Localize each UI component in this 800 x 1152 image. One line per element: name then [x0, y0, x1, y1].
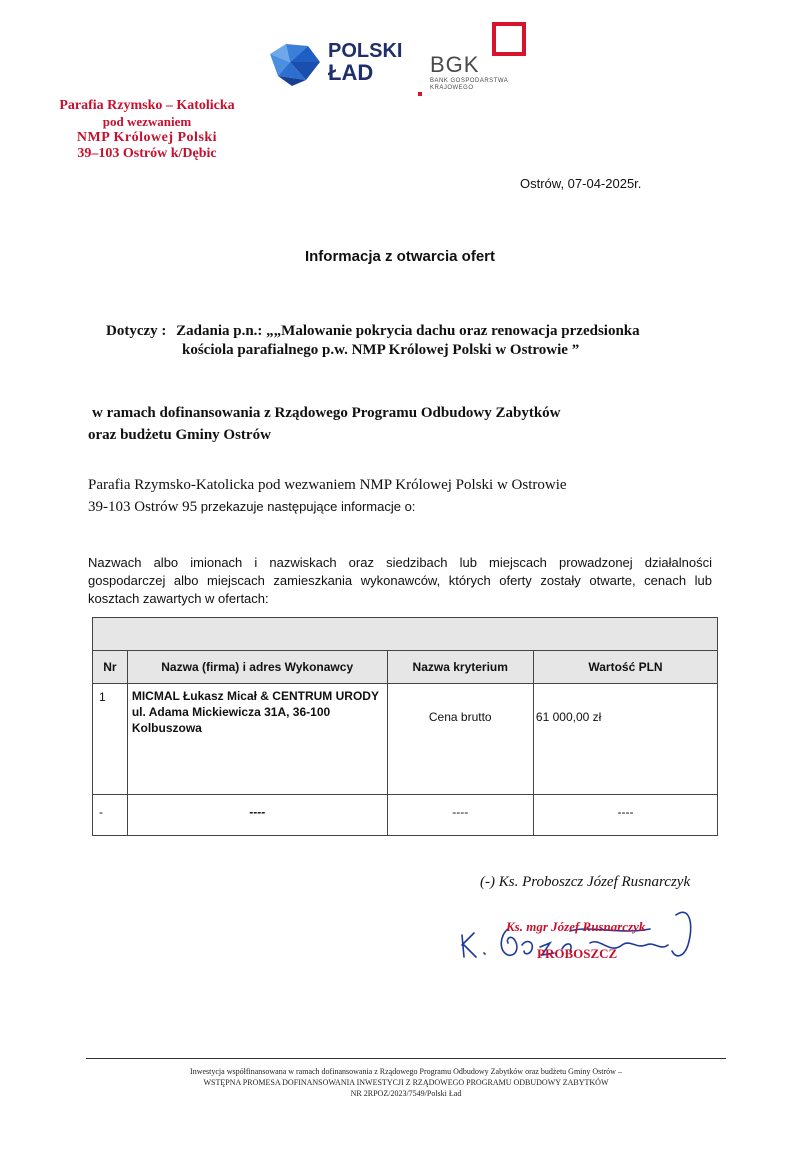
typed-signature: (-) Ks. Proboszcz Józef Rusnarczyk [480, 874, 691, 890]
table-row [93, 795, 718, 836]
polski-lad-line2: ŁAD [328, 60, 374, 85]
handwritten-signature-icon [450, 895, 710, 975]
header-nr: Nr [93, 651, 128, 684]
polski-lad-emblem-icon [268, 40, 324, 88]
signature-stamp-name: Ks. mgr Józef Rusnarczyk [506, 919, 646, 934]
row2-name: ---- [127, 795, 387, 836]
info-paragraph [88, 554, 712, 608]
row2-criterion: ---- [387, 795, 533, 836]
signature-stamp-title: PROBOSZCZ [537, 946, 618, 961]
intro-text: przekazuje następujące informacje o: [197, 499, 416, 514]
bgk-sub2: KRAJOWEGO [430, 85, 474, 91]
footer-line3: NR 2RPOZ/2023/7549/Polski Ład [350, 1089, 462, 1098]
footer-line2: WSTĘPNA PROMESA DOFINANSOWANIA INWESTYCJI Z RZĄDOWEGO PROGRAMU ODBUDOWY ZABYTKÓW [203, 1078, 609, 1087]
stamp-line1: Parafia Rzymsko – Katolicka [59, 98, 235, 113]
bgk-sub1: BANK GOSPODARSTWA [430, 78, 509, 84]
parish-stamp [52, 98, 242, 162]
footer-divider [86, 1058, 726, 1059]
header-criterion: Nazwa kryterium [387, 651, 533, 684]
row1-criterion: Cena brutto [387, 684, 533, 795]
table-top-band [93, 618, 718, 651]
bgk-name: BGK [430, 52, 480, 77]
footer-line1: Inwestycja współfinansowana w ramach dofinansowania z Rządowego Programu Odbudowy Zabytków oraz budżetu Gminy Ostrów – [190, 1067, 622, 1076]
subject-label: Dotyczy : [106, 323, 167, 339]
bgk-square-icon [492, 22, 526, 56]
row1-value: 61 000,00 zł [533, 684, 717, 795]
paragraph-line3: kosztach zawartych w ofertach: [88, 591, 269, 606]
table-header-row [93, 651, 718, 684]
offers-table [92, 617, 718, 836]
date-line: Ostrów, 07-04-2025r. [520, 176, 642, 191]
intro-line2 [88, 499, 415, 516]
row2-nr: - [93, 795, 128, 836]
stamp-line3: NMP Królowej Polski [76, 130, 218, 145]
header-name: Nazwa (firma) i adres Wykonawcy [127, 651, 387, 684]
subject-line2: kościola parafialnego p.w. NMP Królowej Polski w Ostrowie ” [182, 342, 580, 358]
paragraph-line1: Nazwach albo imionach i nazwiskach oraz siedzibach lub miejscach prowadzonej działalności [88, 555, 712, 570]
intro-address: 39-103 Ostrów 95 [88, 499, 198, 515]
row2-value: ---- [533, 795, 717, 836]
bgk-dot-icon [418, 92, 422, 96]
table-row [93, 684, 718, 795]
header-value: Wartość PLN [533, 651, 717, 684]
program-line1: w ramach dofinansowania z Rządowego Programu Odbudowy Zabytków [92, 405, 561, 421]
subject-block [106, 320, 640, 342]
subject-line1: Zadania p.n.: „„Malowanie pokrycia dachu oraz renowacja przedsionka [176, 323, 640, 339]
paragraph-line2: gospodarczej albo miejscach zamieszkania wykonawców, których oferty zostały otwarte, cenach lub [88, 573, 712, 588]
polski-lad-line1: POLSKI [328, 40, 403, 62]
footer [86, 1066, 726, 1099]
stamp-line4: 39–103 Ostrów k/Dębic [77, 146, 217, 161]
intro-line1: Parafia Rzymsko-Katolicka pod wezwaniem NMP Królowej Polski w Ostrowie [88, 477, 567, 493]
row1-name: MICMAL Łukasz Micał & CENTRUM URODY ul. Adama Mickiewicza 31A, 36-100 Kolbuszowa [127, 684, 387, 795]
stamp-line2: pod wezwaniem [102, 114, 192, 129]
bgk-logo [428, 22, 538, 100]
polski-lad-logo [268, 38, 408, 90]
program-line2: oraz budżetu Gminy Ostrów [88, 427, 271, 443]
row1-nr: 1 [93, 684, 128, 795]
page-title: Informacja z otwarcia ofert [304, 248, 496, 265]
